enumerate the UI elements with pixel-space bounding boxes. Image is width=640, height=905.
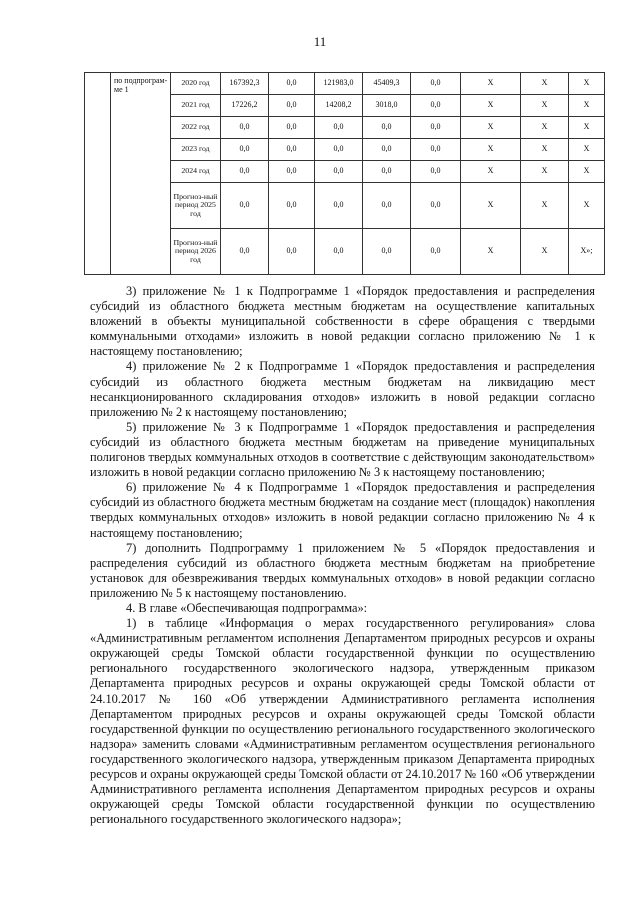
table-cell: 0,0 (269, 183, 315, 229)
table-cell: Х (461, 117, 521, 139)
table-cell: 0,0 (363, 183, 411, 229)
table-year-cell: 2024 год (171, 161, 221, 183)
paragraph: 7) дополнить Подпрограмму 1 приложением № 5 «Порядок предоставления и распределения субсидий из областного бюджета местным бюджетам на приобретение установок для обезвреживания твердых коммунальных отходов» в новой редакции согласно приложению № 5 к настоящему постановлению. (90, 540, 595, 600)
table-cell: Х (461, 73, 521, 95)
paragraph: 1) в таблице «Информация о мерах государственного регулирования» слова «Административным регламентом исполнения Департаментом природных ресурсов и охраны окружающей среды Томской области государственной функции по осуществлению регионального государственного экологического надзора, утвержденным приказом Департамента природных ресурсов и охраны окружающей среды Томской области от 24.10.2017 № 160 «Об утверждении Административного регламента исполнения Департаментом природных ресурсов и охраны окружающей среды Томской области государственной функции по осуществлению регионального государственного экологического надзора» заменить словами «Административным регламентом осуществления регионального государственного экологического надзора, утвержденным приказом Департамента природных ресурсов и охраны окружающей среды Томской области от 24.10.2017 № 160 «Об утверждении Административного регламента исполнения Департаментом природных ресурсов и охраны окружающей среды Томской области государственной функции по осуществлению регионального государственного экологического надзора»; (90, 616, 595, 827)
paragraph: 3) приложение № 1 к Подпрограмме 1 «Порядок предоставления и распределения субсидий из областного бюджета местным бюджетам на осуществление капитальных вложений в объекты муниципальной собственности в сфере обращения с твердыми коммунальными отходами» изложить в новой редакции согласно приложению № 1 к настоящему постановлению; (90, 284, 595, 359)
table-year-cell: 2021 год (171, 95, 221, 117)
table-cell: 0,0 (315, 161, 363, 183)
table-row-label: по подпрограм-ме 1 (111, 73, 171, 275)
table-cell: 0,0 (221, 161, 269, 183)
table-year-cell: 2023 год (171, 139, 221, 161)
table-cell: 0,0 (221, 117, 269, 139)
table-cell: 0,0 (269, 229, 315, 275)
table-cell: 0,0 (411, 229, 461, 275)
table-cell: 167392,3 (221, 73, 269, 95)
table-cell: Х (461, 229, 521, 275)
table-cell: Х (521, 117, 569, 139)
page-number: 11 (313, 34, 327, 49)
table-cell: Х (521, 183, 569, 229)
table-cell: 0,0 (411, 183, 461, 229)
table-cell: Х (461, 183, 521, 229)
table-cell: Х (461, 139, 521, 161)
table-cell: 0,0 (221, 229, 269, 275)
table-cell: Х (569, 183, 605, 229)
table-cell: 0,0 (315, 183, 363, 229)
table-cell: Х (521, 139, 569, 161)
paragraph: 4. В главе «Обеспечивающая подпрограмма»: (126, 600, 368, 615)
table-cell: Х (569, 117, 605, 139)
table-year-cell: Прогноз-ный период 2026 год (171, 229, 221, 275)
table-cell: Х (521, 161, 569, 183)
table-cell: 0,0 (363, 139, 411, 161)
table-year-cell: Прогноз-ный период 2025 год (171, 183, 221, 229)
paragraph: 6) приложение № 4 к Подпрограмме 1 «Порядок предоставления и распределения субсидий из областного бюджета местным бюджетам на создание мест (площадок) накопления твердых коммунальных отходов» изложить в новой редакции согласно приложению № 4 к настоящему постановлению; (90, 480, 595, 540)
table-cell: 0,0 (269, 139, 315, 161)
table-cell: Х (569, 73, 605, 95)
table-cell: 0,0 (269, 95, 315, 117)
table-blank-cell (85, 73, 111, 275)
table-cell: Х (521, 229, 569, 275)
table-cell: Х (521, 73, 569, 95)
body-text (90, 284, 595, 827)
table-cell: 0,0 (363, 229, 411, 275)
table-cell: Х (521, 95, 569, 117)
table-cell: 0,0 (269, 161, 315, 183)
table-cell: 0,0 (411, 117, 461, 139)
table-cell: 17226,2 (221, 95, 269, 117)
table-cell: Х (569, 161, 605, 183)
table-cell: 45409,3 (363, 73, 411, 95)
table-cell: 0,0 (315, 229, 363, 275)
table-cell: 0,0 (269, 73, 315, 95)
table-cell: 0,0 (363, 117, 411, 139)
table-cell: Х (569, 95, 605, 117)
table-cell: 0,0 (269, 117, 315, 139)
table-year-cell: 2022 год (171, 117, 221, 139)
table-cell: 0,0 (411, 161, 461, 183)
table-cell: 3018,0 (363, 95, 411, 117)
paragraph: 5) приложение № 3 к Подпрограмме 1 «Порядок предоставления и распределения субсидий из областного бюджета местным бюджетам на приведение муниципальных полигонов твердых коммунальных отходов в соответствие с действующим законодательством» изложить в новой редакции согласно приложению № 3 к настоящему постановлению; (90, 419, 595, 480)
table-cell: 0,0 (221, 139, 269, 161)
table-cell: Х»; (569, 229, 605, 275)
table-cell: 0,0 (315, 139, 363, 161)
table-cell: 121983,0 (315, 73, 363, 95)
table-cell: 0,0 (411, 139, 461, 161)
paragraph: 4) приложение № 2 к Подпрограмме 1 «Порядок предоставления и распределения субсидий из областного бюджета местным бюджетам на ликвидацию мест несанкционированного складирования отходов» изложить в новой редакции согласно приложению № 2 к настоящему постановлению; (90, 359, 595, 419)
table-cell: 0,0 (411, 73, 461, 95)
table-row (85, 73, 605, 95)
budget-table (84, 72, 605, 275)
table-cell: 14208,2 (315, 95, 363, 117)
table-cell: Х (461, 95, 521, 117)
table-cell: 0,0 (411, 95, 461, 117)
table-cell: Х (461, 161, 521, 183)
table-year-cell: 2020 год (171, 73, 221, 95)
budget-table-body (85, 73, 605, 275)
table-cell: 0,0 (363, 161, 411, 183)
table-cell: Х (569, 139, 605, 161)
table-cell: 0,0 (221, 183, 269, 229)
table-cell: 0,0 (315, 117, 363, 139)
